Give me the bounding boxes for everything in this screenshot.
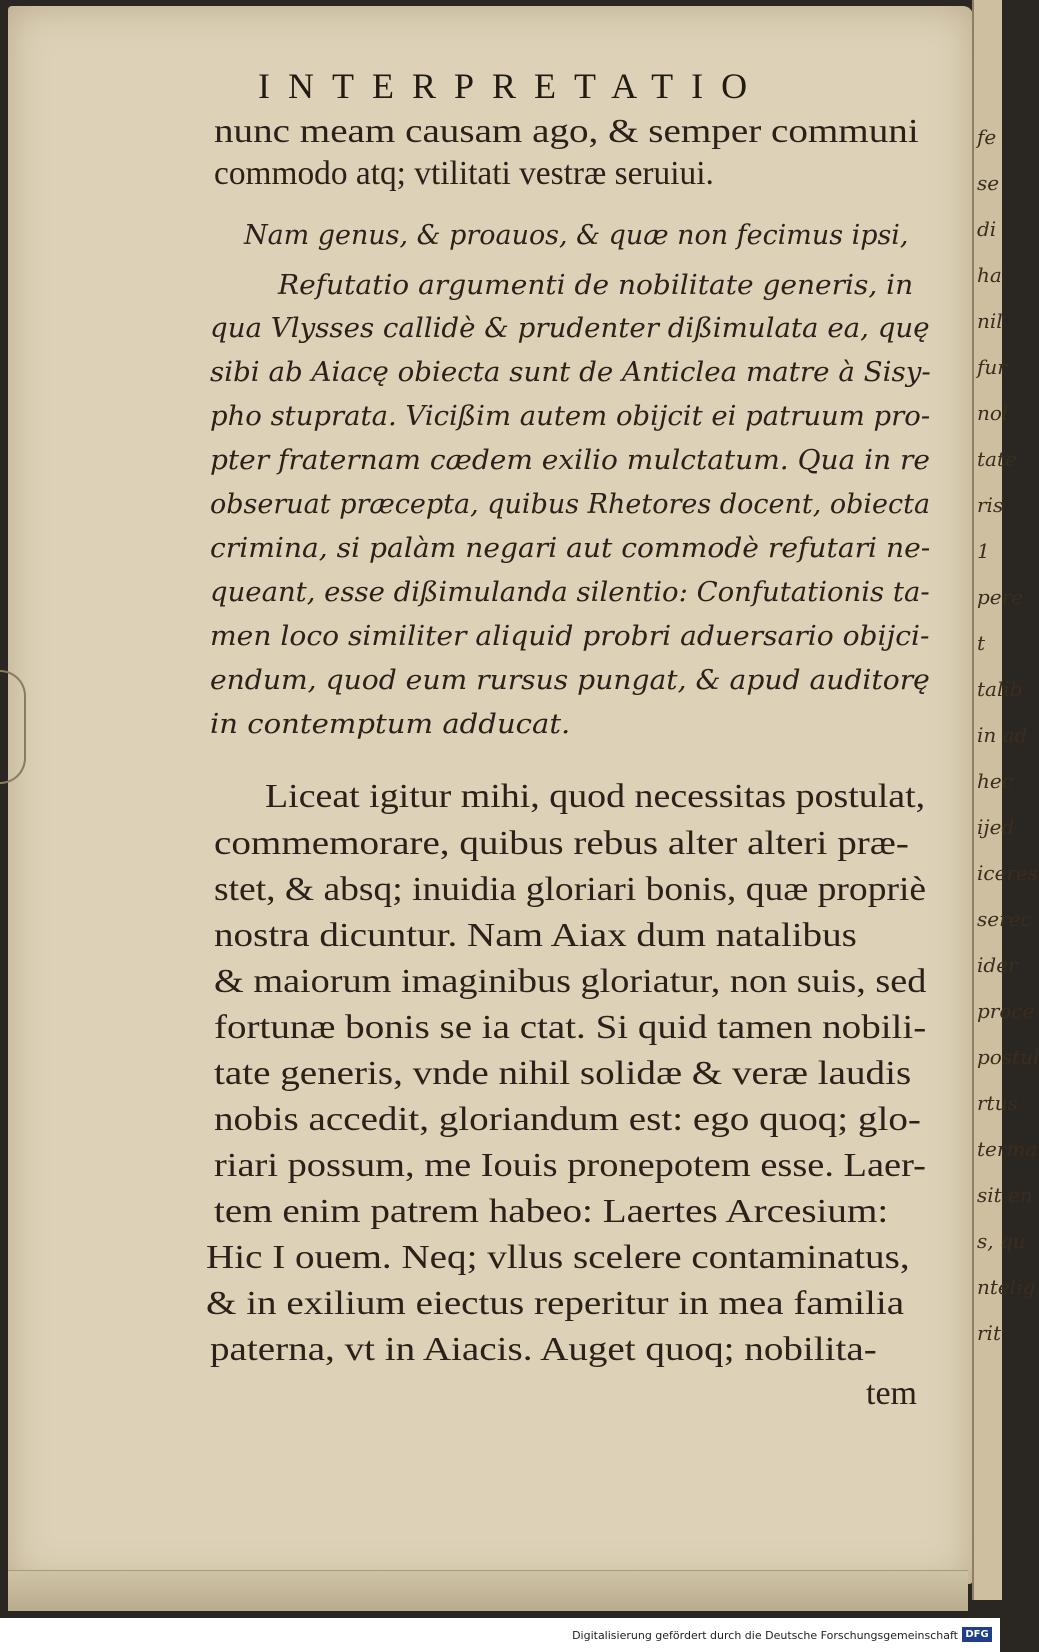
footer-bar bbox=[0, 1618, 1000, 1652]
text-line: stet, & absq; inuidia gloriari bonis, quæ propriè bbox=[214, 871, 927, 908]
facing-page-fragment: ntelig bbox=[977, 1275, 1036, 1299]
facing-page-fragment: hec bbox=[977, 769, 1013, 793]
running-head: INTERPRETATIO bbox=[258, 66, 766, 106]
text-line: Refutatio argumenti de nobilitate generis, in bbox=[278, 270, 914, 301]
facing-page-fragment: se bbox=[977, 171, 1000, 195]
text-line: fortunæ bonis se ia ctat. Si quid tamen nobili- bbox=[214, 1009, 927, 1046]
text-line: pho stuprata. Vicißim autem obijcit ei patruum pro- bbox=[210, 401, 931, 432]
funding-credit: Digitalisierung gefördert durch die Deutsche Forschungsgemeinschaft bbox=[572, 1629, 958, 1642]
facing-page-fragment: ha bbox=[977, 263, 1002, 287]
facing-page-fragment: fur bbox=[977, 355, 1007, 379]
facing-page-fragment: 1 bbox=[977, 539, 990, 563]
text-line: nobis accedit, gloriandum est: ego quoq; glo- bbox=[214, 1101, 921, 1138]
facing-page-fragment: rit bbox=[977, 1321, 1001, 1345]
facing-page-fragment: rtus bbox=[977, 1091, 1018, 1115]
text-line: endum, quod eum rursus pungat, & apud auditorę bbox=[210, 665, 930, 696]
facing-page-fragment: di bbox=[977, 217, 997, 241]
facing-page-fragment: nil bbox=[977, 309, 1003, 333]
text-line: men loco similiter aliquid probri aduersario obijci- bbox=[210, 621, 930, 652]
text-line: & in exilium eiectus reperitur in mea familia bbox=[206, 1285, 905, 1322]
facing-page-fragment: tate bbox=[977, 447, 1017, 471]
facing-page-fragment: proce bbox=[977, 999, 1035, 1023]
text-line: obseruat præcepta, quibus Rhetores docent, obiecta bbox=[210, 489, 931, 520]
facing-page-fragment: nol bbox=[977, 401, 1009, 425]
facing-page-fragment: iceres bbox=[977, 861, 1039, 885]
catchword: tem bbox=[866, 1375, 917, 1412]
text-line: nunc meam causam ago, & semper communi bbox=[214, 113, 919, 150]
text-line: commemorare, quibus rebus alter alteri præ- bbox=[214, 825, 909, 862]
facing-page-fragment: serec bbox=[977, 907, 1032, 931]
facing-page-fragment: in ad bbox=[977, 723, 1028, 747]
facing-page-fragment: ris bbox=[977, 493, 1004, 517]
dfg-logo: DFG bbox=[962, 1627, 992, 1642]
text-line: riari possum, me Iouis pronepotem esse. Laer- bbox=[214, 1147, 926, 1184]
text-line: sibi ab Aiacę obiecta sunt de Anticlea matre à Sisy- bbox=[210, 357, 931, 388]
text-line: & maiorum imaginibus gloriatur, non suis, sed bbox=[214, 963, 927, 1000]
text-line: commodo atq; vtilitati vestræ seruiui. bbox=[214, 155, 714, 192]
facing-page-fragment: t bbox=[977, 631, 986, 655]
text-line: in contemptum adducat. bbox=[210, 709, 571, 740]
text-line: Hic I ouem. Neq; vllus scelere contaminatus, bbox=[206, 1239, 910, 1276]
facing-page-fragment: fe bbox=[977, 125, 997, 149]
text-line: tate generis, vnde nihil solidæ & veræ laudis bbox=[214, 1055, 912, 1092]
facing-page-fragment: talib bbox=[977, 677, 1023, 701]
text-line: tem enim patrem habeo: Laertes Arcesium: bbox=[214, 1193, 889, 1230]
text-line: pter fraternam cædem exilio mulctatum. Qua in re bbox=[210, 445, 931, 476]
facing-page-fragment: postul bbox=[977, 1045, 1039, 1069]
text-line: crimina, si palàm negari aut commodè refutari ne- bbox=[210, 533, 931, 564]
text-line: paterna, vt in Aiacis. Auget quoq; nobilita- bbox=[210, 1331, 877, 1368]
facing-page-fragment: ijed bbox=[977, 815, 1015, 839]
text-line: nostra dicuntur. Nam Aiax dum natalibus bbox=[214, 917, 857, 954]
text-line: Nam genus, & proauos, & quæ non fecimus ipsi, bbox=[244, 220, 909, 251]
facing-page-strip bbox=[972, 0, 1039, 1600]
facing-page-fragment: s, qu bbox=[977, 1229, 1026, 1253]
facing-page-fragment: sit en bbox=[977, 1183, 1033, 1207]
facing-page-fragment: pere bbox=[977, 585, 1024, 609]
facing-page-fragment: terma bbox=[977, 1137, 1038, 1161]
text-line: Liceat igitur mihi, quod necessitas postulat, bbox=[265, 778, 926, 815]
text-line: qua Vlysses callidè & prudenter dißimulata ea, quę bbox=[210, 313, 930, 344]
facing-page-fragment: ider bbox=[977, 953, 1018, 977]
text-line: queant, esse dißimulanda silentio: Confutationis ta- bbox=[210, 577, 930, 608]
